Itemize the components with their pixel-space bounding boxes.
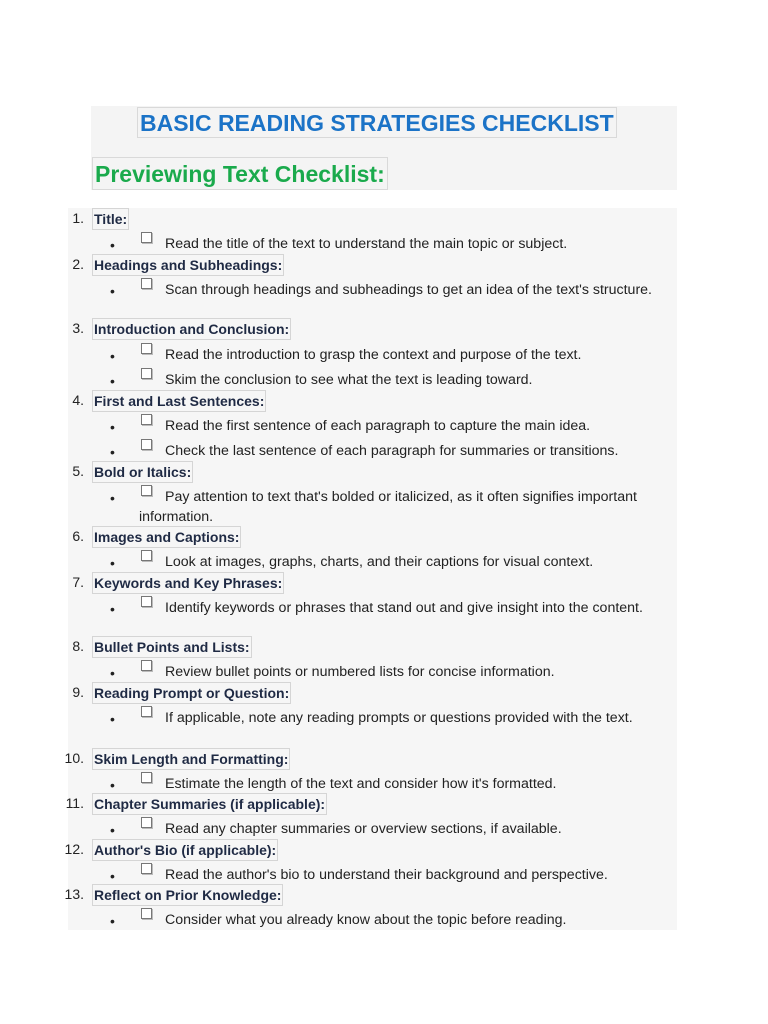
checklist-subitem-text: Read any chapter summaries or overview sections, if available. <box>165 821 562 837</box>
bullet-icon: • <box>110 868 115 884</box>
checklist-subitem-text: Read the author's bio to understand their background and perspective. <box>165 867 608 883</box>
checklist-subitem-text: Read the introduction to grasp the context and purpose of the text. <box>165 347 582 363</box>
checklist-subitem-text: Scan through headings and subheadings to get an idea of the text's structure. <box>165 282 652 298</box>
checklist-subitem-text: Look at images, graphs, charts, and their captions for visual context. <box>165 554 594 570</box>
checklist-subitem-text: Check the last sentence of each paragraph for summaries or transitions. <box>165 443 619 459</box>
bullet-icon: • <box>110 237 115 253</box>
item-heading: Images and Captions: <box>92 526 241 548</box>
bullet-icon: • <box>110 419 115 435</box>
checklist-subitem-text: Review bullet points or numbered lists for concise information. <box>165 664 555 680</box>
bullet-icon: • <box>110 665 115 681</box>
bullet-icon: • <box>110 822 115 838</box>
item-number: 4. <box>72 392 84 408</box>
bullet-icon: • <box>110 601 115 617</box>
bullet-icon: • <box>110 444 115 460</box>
item-number: 11. <box>65 795 84 811</box>
bullet-icon: • <box>110 283 115 299</box>
item-heading: Bold or Italics: <box>92 461 193 483</box>
bullet-icon: • <box>110 711 115 727</box>
item-number: 8. <box>72 638 84 654</box>
item-number: 7. <box>72 574 84 590</box>
item-number: 5. <box>72 463 84 479</box>
item-heading: First and Last Sentences: <box>92 390 266 412</box>
bullet-icon: • <box>110 555 115 571</box>
item-number: 6. <box>72 528 84 544</box>
item-heading: Title: <box>92 208 129 230</box>
item-heading: Author's Bio (if applicable): <box>92 839 278 861</box>
checklist-subitem-text: Estimate the length of the text and consider how it's formatted. <box>165 776 557 792</box>
checklist-subitem-text: Skim the conclusion to see what the text is leading toward. <box>165 372 533 388</box>
checklist-subitem-text: Read the first sentence of each paragraph to capture the main idea. <box>165 418 591 434</box>
item-heading: Introduction and Conclusion: <box>92 318 291 340</box>
bullet-icon: • <box>110 777 115 793</box>
item-heading: Reflect on Prior Knowledge: <box>92 884 283 906</box>
section-title: Previewing Text Checklist: <box>92 157 388 190</box>
bullet-icon: • <box>110 913 115 929</box>
item-heading: Headings and Subheadings: <box>92 254 284 276</box>
item-heading: Chapter Summaries (if applicable): <box>92 793 327 815</box>
checklist-subitem-text: Pay attention to text that's bolded or italicized, as it often signifies important information. <box>139 489 637 525</box>
item-heading: Bullet Points and Lists: <box>92 636 252 658</box>
item-number: 2. <box>72 256 84 272</box>
item-number: 10. <box>64 750 84 766</box>
item-number: 13. <box>64 886 84 902</box>
item-heading: Keywords and Key Phrases: <box>92 572 284 594</box>
bullet-icon: • <box>110 348 115 364</box>
item-number: 1. <box>72 210 84 226</box>
item-number: 3. <box>72 320 84 336</box>
checklist-subitem-text: If applicable, note any reading prompts or questions provided with the text. <box>165 710 633 726</box>
bullet-icon: • <box>110 373 115 389</box>
checklist-subitem-text: Identify keywords or phrases that stand out and give insight into the content. <box>165 600 643 616</box>
item-number: 12. <box>64 841 84 857</box>
item-heading: Reading Prompt or Question: <box>92 682 291 704</box>
bullet-icon: • <box>110 490 115 506</box>
item-number: 9. <box>72 684 84 700</box>
item-heading: Skim Length and Formatting: <box>92 748 290 770</box>
document-title: BASIC READING STRATEGIES CHECKLIST <box>137 107 617 138</box>
checklist-subitem-text: Consider what you already know about the topic before reading. <box>165 912 567 928</box>
checklist-subitem-text: Read the title of the text to understand the main topic or subject. <box>165 236 568 252</box>
